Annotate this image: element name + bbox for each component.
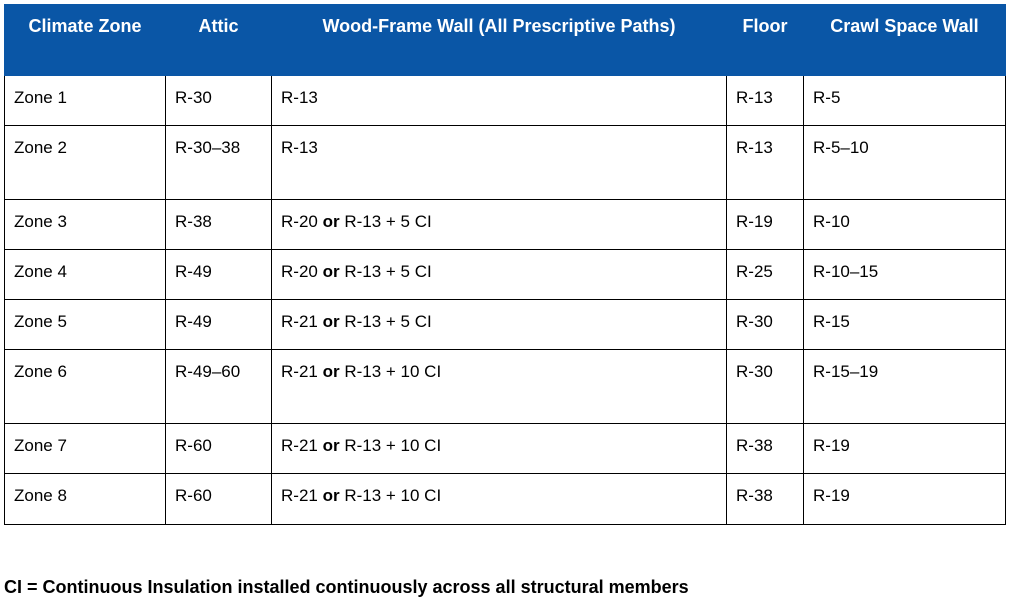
header-floor: Floor <box>727 5 804 76</box>
cell-wall <box>272 350 727 424</box>
cell-floor: R-19 <box>727 200 804 250</box>
cell-crawl: R-19 <box>804 424 1006 474</box>
cell-attic: R-49 <box>166 250 272 300</box>
table-row <box>5 126 1006 200</box>
wall-or-conjunction: or <box>322 312 340 331</box>
cell-floor: R-38 <box>727 424 804 474</box>
table-header-row <box>5 5 1006 76</box>
cell-zone: Zone 1 <box>5 76 166 126</box>
cell-crawl: R-15 <box>804 300 1006 350</box>
table-row <box>5 200 1006 250</box>
cell-wall <box>272 76 727 126</box>
table-row <box>5 250 1006 300</box>
table-row <box>5 76 1006 126</box>
wall-option-b: R-13 + 5 CI <box>344 262 432 281</box>
table-row <box>5 300 1006 350</box>
cell-attic: R-60 <box>166 424 272 474</box>
header-crawl-space-wall: Crawl Space Wall <box>804 5 1006 76</box>
wall-option-b: R-13 + 10 CI <box>344 436 442 455</box>
wall-option-b: R-13 + 5 CI <box>344 212 432 231</box>
wall-or-conjunction: or <box>322 212 340 231</box>
cell-attic: R-49 <box>166 300 272 350</box>
cell-floor: R-13 <box>727 76 804 126</box>
insulation-requirements-table <box>4 4 1006 525</box>
footnote: CI = Continuous Insulation installed continuously across all structural members <box>4 577 689 597</box>
wall-option-b: R-13 + 5 CI <box>344 312 432 331</box>
wall-or-conjunction: or <box>322 262 340 281</box>
cell-zone: Zone 4 <box>5 250 166 300</box>
cell-zone: Zone 6 <box>5 350 166 424</box>
wall-option-a: R-13 <box>281 138 318 157</box>
table-row <box>5 424 1006 474</box>
cell-attic: R-38 <box>166 200 272 250</box>
cell-crawl: R-5 <box>804 76 1006 126</box>
cell-crawl: R-15–19 <box>804 350 1006 424</box>
wall-option-a: R-21 <box>281 362 318 381</box>
wall-option-b: R-13 + 10 CI <box>344 362 442 381</box>
cell-attic: R-30–38 <box>166 126 272 200</box>
wall-option-a: R-13 <box>281 88 318 107</box>
table-row <box>5 350 1006 424</box>
table-row <box>5 474 1006 525</box>
header-climate-zone: Climate Zone <box>5 5 166 76</box>
cell-floor: R-25 <box>727 250 804 300</box>
wall-or-conjunction: or <box>322 362 340 381</box>
wall-option-a: R-20 <box>281 212 318 231</box>
cell-floor: R-38 <box>727 474 804 525</box>
cell-attic: R-49–60 <box>166 350 272 424</box>
cell-crawl: R-19 <box>804 474 1006 525</box>
cell-floor: R-13 <box>727 126 804 200</box>
wall-or-conjunction: or <box>322 486 340 505</box>
wall-option-a: R-21 <box>281 436 318 455</box>
cell-crawl: R-10–15 <box>804 250 1006 300</box>
wall-option-a: R-21 <box>281 486 318 505</box>
cell-wall <box>272 300 727 350</box>
cell-attic: R-60 <box>166 474 272 525</box>
cell-crawl: R-10 <box>804 200 1006 250</box>
cell-zone: Zone 2 <box>5 126 166 200</box>
cell-wall <box>272 200 727 250</box>
header-attic: Attic <box>166 5 272 76</box>
wall-or-conjunction: or <box>322 436 340 455</box>
cell-zone: Zone 7 <box>5 424 166 474</box>
cell-floor: R-30 <box>727 300 804 350</box>
cell-wall <box>272 126 727 200</box>
wall-option-a: R-20 <box>281 262 318 281</box>
wall-option-a: R-21 <box>281 312 318 331</box>
cell-zone: Zone 3 <box>5 200 166 250</box>
cell-floor: R-30 <box>727 350 804 424</box>
cell-wall <box>272 474 727 525</box>
cell-crawl: R-5–10 <box>804 126 1006 200</box>
header-wood-frame-wall: Wood-Frame Wall (All Prescriptive Paths) <box>272 5 727 76</box>
wall-option-b: R-13 + 10 CI <box>344 486 442 505</box>
cell-zone: Zone 5 <box>5 300 166 350</box>
cell-wall <box>272 424 727 474</box>
cell-wall <box>272 250 727 300</box>
cell-attic: R-30 <box>166 76 272 126</box>
cell-zone: Zone 8 <box>5 474 166 525</box>
